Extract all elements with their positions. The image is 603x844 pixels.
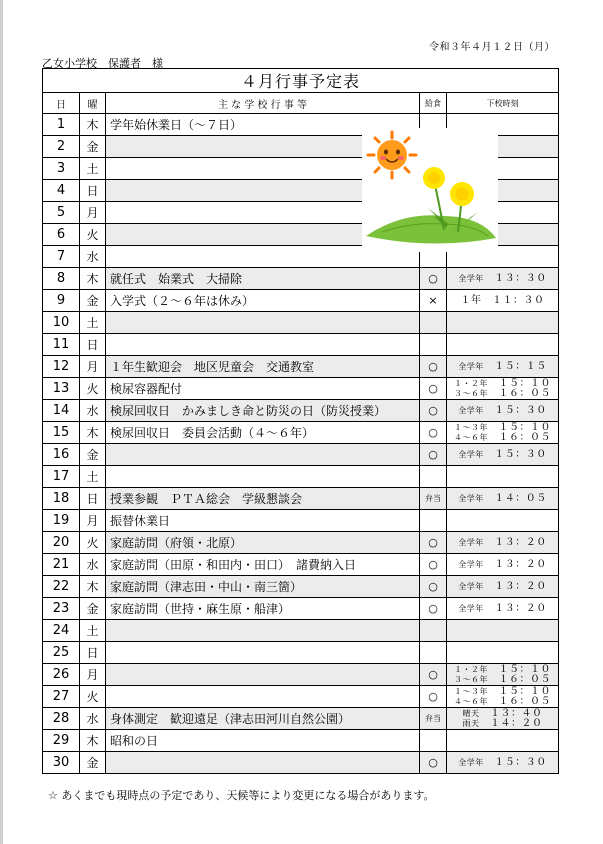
- dismissal-time: [447, 356, 559, 378]
- table-row: [43, 620, 559, 642]
- lunch-mark: ○: [420, 268, 447, 290]
- dismissal-time: [447, 334, 559, 356]
- event-text: [106, 752, 420, 774]
- dismissal-line: [447, 362, 558, 372]
- event-text: 家庭訪問（府領・北原）: [106, 532, 420, 554]
- dismissal-time: [447, 620, 559, 642]
- event-text: [106, 444, 420, 466]
- event-text: [106, 664, 420, 686]
- dismissal-clock: １年 １１：３０: [460, 294, 545, 306]
- lunch-mark: [420, 510, 447, 532]
- lunch-mark: ○: [420, 444, 447, 466]
- event-text: 昭和の日: [106, 730, 420, 752]
- day-number: 16: [43, 444, 80, 466]
- table-row: [43, 268, 559, 290]
- dismissal-time: [447, 686, 559, 708]
- event-text: 学年始休業日（～７日）: [106, 114, 420, 136]
- dismissal-line: [447, 582, 558, 592]
- dismissal-line: [447, 296, 558, 306]
- dismissal-time: [447, 488, 559, 510]
- dismissal-clock: １３：３０: [494, 272, 547, 284]
- table-row: [43, 730, 559, 752]
- day-number: 14: [43, 400, 80, 422]
- table-row: [43, 752, 559, 774]
- day-number: 15: [43, 422, 80, 444]
- lunch-mark: 弁当: [420, 488, 447, 510]
- day-of-week: 土: [80, 312, 106, 334]
- lunch-mark: ○: [420, 422, 447, 444]
- dismissal-clock: １５：１０: [498, 377, 551, 389]
- header-events: 主 な 学 校 行 事 等: [106, 93, 420, 114]
- grass-icon: [366, 215, 496, 243]
- dismissal-label: 全学年: [458, 273, 484, 283]
- dismissal-time: [447, 554, 559, 576]
- event-text: 身体測定 歓迎遠足（津志田河川自然公園）: [106, 708, 420, 730]
- table-row: [43, 312, 559, 334]
- issue-date: 令和３年４月１２日（月）: [429, 42, 555, 53]
- lunch-mark: ○: [420, 356, 447, 378]
- day-of-week: 日: [80, 180, 106, 202]
- day-of-week: 金: [80, 290, 106, 312]
- day-number: 25: [43, 642, 80, 664]
- table-row: [43, 598, 559, 620]
- dismissal-label: １～３年: [454, 686, 488, 696]
- day-number: 30: [43, 752, 80, 774]
- table-row: [43, 378, 559, 400]
- day-of-week: 金: [80, 444, 106, 466]
- dismissal-line: [447, 433, 558, 443]
- event-text: 検尿回収日 かみましき命と防災の日（防災授業）: [106, 400, 420, 422]
- day-number: 4: [43, 180, 80, 202]
- day-of-week: 火: [80, 378, 106, 400]
- dismissal-label: 雨天: [462, 718, 480, 728]
- dismissal-label: 全学年: [458, 405, 484, 415]
- dismissal-time: [447, 642, 559, 664]
- table-row: [43, 510, 559, 532]
- event-text: 家庭訪問（津志田・中山・南三箇）: [106, 576, 420, 598]
- day-number: 26: [43, 664, 80, 686]
- lunch-mark: ○: [420, 400, 447, 422]
- day-of-week: 土: [80, 466, 106, 488]
- table-row: [43, 642, 559, 664]
- dismissal-line: [447, 494, 558, 504]
- event-text: 授業参観 ＰＴＡ総会 学級懇談会: [106, 488, 420, 510]
- dismissal-label: １～３年: [454, 422, 488, 432]
- table-row: [43, 686, 559, 708]
- day-number: 21: [43, 554, 80, 576]
- dismissal-line: [447, 719, 558, 729]
- day-number: 22: [43, 576, 80, 598]
- dismissal-line: [447, 560, 558, 570]
- table-row: [43, 488, 559, 510]
- table-row: [43, 444, 559, 466]
- dismissal-clock: １５：３０: [494, 756, 547, 768]
- dismissal-clock: １３：２０: [494, 558, 547, 570]
- lunch-mark: 弁当: [420, 708, 447, 730]
- dismissal-clock: １５：１０: [498, 685, 551, 697]
- day-number: 13: [43, 378, 80, 400]
- dismissal-time: [447, 312, 559, 334]
- day-of-week: 金: [80, 752, 106, 774]
- dismissal-time: [447, 466, 559, 488]
- day-number: 5: [43, 202, 80, 224]
- day-number: 9: [43, 290, 80, 312]
- footnote: ☆ あくまでも現時点の予定であり、天候等により変更になる場合があります。: [48, 789, 435, 802]
- event-text: 就任式 始業式 大掃除: [106, 268, 420, 290]
- lunch-mark: [420, 312, 447, 334]
- lunch-mark: ○: [420, 664, 447, 686]
- day-number: 28: [43, 708, 80, 730]
- table-row: [43, 334, 559, 356]
- day-number: 7: [43, 246, 80, 268]
- spring-illustration: [362, 128, 498, 252]
- event-text: [106, 334, 420, 356]
- dismissal-line: [447, 406, 558, 416]
- day-of-week: 日: [80, 642, 106, 664]
- recipient-line: 乙女小学校 保護者 様: [42, 57, 163, 70]
- day-of-week: 水: [80, 246, 106, 268]
- dismissal-label: １・２年: [454, 664, 488, 674]
- day-number: 24: [43, 620, 80, 642]
- event-text: [106, 642, 420, 664]
- table-row: [43, 466, 559, 488]
- dismissal-time: [447, 532, 559, 554]
- table-row: [43, 356, 559, 378]
- day-number: 18: [43, 488, 80, 510]
- dismissal-label: 全学年: [458, 757, 484, 767]
- header-lunch: 給食: [420, 93, 447, 114]
- day-number: 11: [43, 334, 80, 356]
- dismissal-time: [447, 708, 559, 730]
- table-row: [43, 664, 559, 686]
- day-number: 6: [43, 224, 80, 246]
- day-number: 29: [43, 730, 80, 752]
- dismissal-label: 全学年: [458, 581, 484, 591]
- dismissal-clock: １６：０５: [498, 431, 551, 443]
- dismissal-time: [447, 422, 559, 444]
- day-of-week: 木: [80, 422, 106, 444]
- dismissal-label: ４～６年: [454, 432, 488, 442]
- table-row: [43, 422, 559, 444]
- day-of-week: 土: [80, 620, 106, 642]
- dismissal-line: [447, 675, 558, 685]
- lunch-mark: [420, 466, 447, 488]
- dismissal-label: 全学年: [458, 559, 484, 569]
- day-of-week: 水: [80, 708, 106, 730]
- lunch-mark: [420, 334, 447, 356]
- dismissal-clock: １４：０５: [494, 492, 547, 504]
- day-number: 17: [43, 466, 80, 488]
- day-of-week: 木: [80, 114, 106, 136]
- dismissal-label: ３～６年: [454, 674, 488, 684]
- dismissal-time: [447, 598, 559, 620]
- day-of-week: 月: [80, 664, 106, 686]
- day-number: 23: [43, 598, 80, 620]
- day-of-week: 土: [80, 158, 106, 180]
- dismissal-time: [447, 576, 559, 598]
- day-number: 12: [43, 356, 80, 378]
- lunch-mark: ○: [420, 752, 447, 774]
- table-row: [43, 554, 559, 576]
- table-row: [43, 708, 559, 730]
- event-text: [106, 686, 420, 708]
- dismissal-time: [447, 752, 559, 774]
- lunch-mark: ×: [420, 290, 447, 312]
- table-row: [43, 290, 559, 312]
- dismissal-label: 全学年: [458, 361, 484, 371]
- header-day: 日: [43, 93, 80, 114]
- dismissal-time: [447, 730, 559, 752]
- dismissal-clock: １３：２０: [494, 536, 547, 548]
- dismissal-line: [447, 697, 558, 707]
- day-of-week: 木: [80, 576, 106, 598]
- dismissal-time: [447, 510, 559, 532]
- dismissal-time: [447, 400, 559, 422]
- lunch-mark: ○: [420, 554, 447, 576]
- event-text: 家庭訪問（世持・麻生原・船津）: [106, 598, 420, 620]
- day-number: 3: [43, 158, 80, 180]
- table-row: [43, 400, 559, 422]
- lunch-mark: ○: [420, 378, 447, 400]
- event-text: 検尿回収日 委員会活動（４～６年）: [106, 422, 420, 444]
- day-of-week: 金: [80, 598, 106, 620]
- event-text: [106, 466, 420, 488]
- dismissal-line: [447, 274, 558, 284]
- dismissal-clock: １４：２０: [490, 717, 543, 729]
- dismissal-label: 全学年: [458, 537, 484, 547]
- day-number: 2: [43, 136, 80, 158]
- dismissal-line: [447, 538, 558, 548]
- dismissal-clock: １６：０５: [498, 673, 551, 685]
- day-number: 10: [43, 312, 80, 334]
- event-text: 振替休業日: [106, 510, 420, 532]
- event-text: 家庭訪問（田原・和田内・田口） 諸費納入日: [106, 554, 420, 576]
- dismissal-time: [447, 378, 559, 400]
- lunch-mark: [420, 730, 447, 752]
- dismissal-line: [447, 450, 558, 460]
- dismissal-line: [447, 758, 558, 768]
- dismissal-clock: １５：１５: [494, 360, 547, 372]
- dismissal-clock: １５：１０: [498, 421, 551, 433]
- day-of-week: 水: [80, 400, 106, 422]
- dismissal-line: [447, 604, 558, 614]
- dismissal-clock: １３：２０: [494, 602, 547, 614]
- day-of-week: 月: [80, 510, 106, 532]
- schedule-title: ４月行事予定表: [43, 69, 559, 93]
- dismissal-time: [447, 444, 559, 466]
- day-of-week: 日: [80, 334, 106, 356]
- dismissal-line: [447, 389, 558, 399]
- dismissal-time: [447, 290, 559, 312]
- dismissal-clock: １６：０５: [498, 695, 551, 707]
- dismissal-label: ４～６年: [454, 696, 488, 706]
- lunch-mark: ○: [420, 686, 447, 708]
- dismissal-clock: １６：０５: [498, 387, 551, 399]
- day-of-week: 火: [80, 532, 106, 554]
- sun-icon: [368, 132, 416, 178]
- day-number: 20: [43, 532, 80, 554]
- day-of-week: 火: [80, 686, 106, 708]
- dismissal-time: [447, 664, 559, 686]
- header-dismissal: 下校時刻: [447, 93, 559, 114]
- dismissal-label: １・２年: [454, 378, 488, 388]
- dismissal-clock: １５：１０: [498, 663, 551, 675]
- dismissal-time: [447, 268, 559, 290]
- day-of-week: 火: [80, 224, 106, 246]
- dismissal-label: ３～６年: [454, 388, 488, 398]
- day-of-week: 水: [80, 554, 106, 576]
- day-of-week: 月: [80, 356, 106, 378]
- event-text: １年生歓迎会 地区児童会 交通教室: [106, 356, 420, 378]
- day-of-week: 木: [80, 268, 106, 290]
- dismissal-label: 全学年: [458, 603, 484, 613]
- day-number: 19: [43, 510, 80, 532]
- day-of-week: 金: [80, 136, 106, 158]
- dismissal-clock: １３：４０: [490, 707, 543, 719]
- page-edge: [0, 0, 3, 844]
- lunch-mark: [420, 620, 447, 642]
- dismissal-label: 全学年: [458, 493, 484, 503]
- day-number: 8: [43, 268, 80, 290]
- lunch-mark: ○: [420, 598, 447, 620]
- day-of-week: 木: [80, 730, 106, 752]
- event-text: 検尿容器配付: [106, 378, 420, 400]
- event-text: [106, 620, 420, 642]
- sun-dandelion-image: [362, 128, 498, 252]
- lunch-mark: [420, 642, 447, 664]
- event-text: [106, 312, 420, 334]
- dismissal-clock: １５：３０: [494, 404, 547, 416]
- lunch-mark: ○: [420, 576, 447, 598]
- event-text: 入学式（２～６年は休み）: [106, 290, 420, 312]
- dismissal-clock: １３：２０: [494, 580, 547, 592]
- lunch-mark: ○: [420, 532, 447, 554]
- table-row: [43, 532, 559, 554]
- dismissal-label: 全学年: [458, 449, 484, 459]
- dismissal-clock: １５：３０: [494, 448, 547, 460]
- day-of-week: 日: [80, 488, 106, 510]
- day-number: 1: [43, 114, 80, 136]
- day-of-week: 月: [80, 202, 106, 224]
- header-dow: 曜: [80, 93, 106, 114]
- day-number: 27: [43, 686, 80, 708]
- table-row: [43, 576, 559, 598]
- dismissal-label: 晴天: [462, 708, 480, 718]
